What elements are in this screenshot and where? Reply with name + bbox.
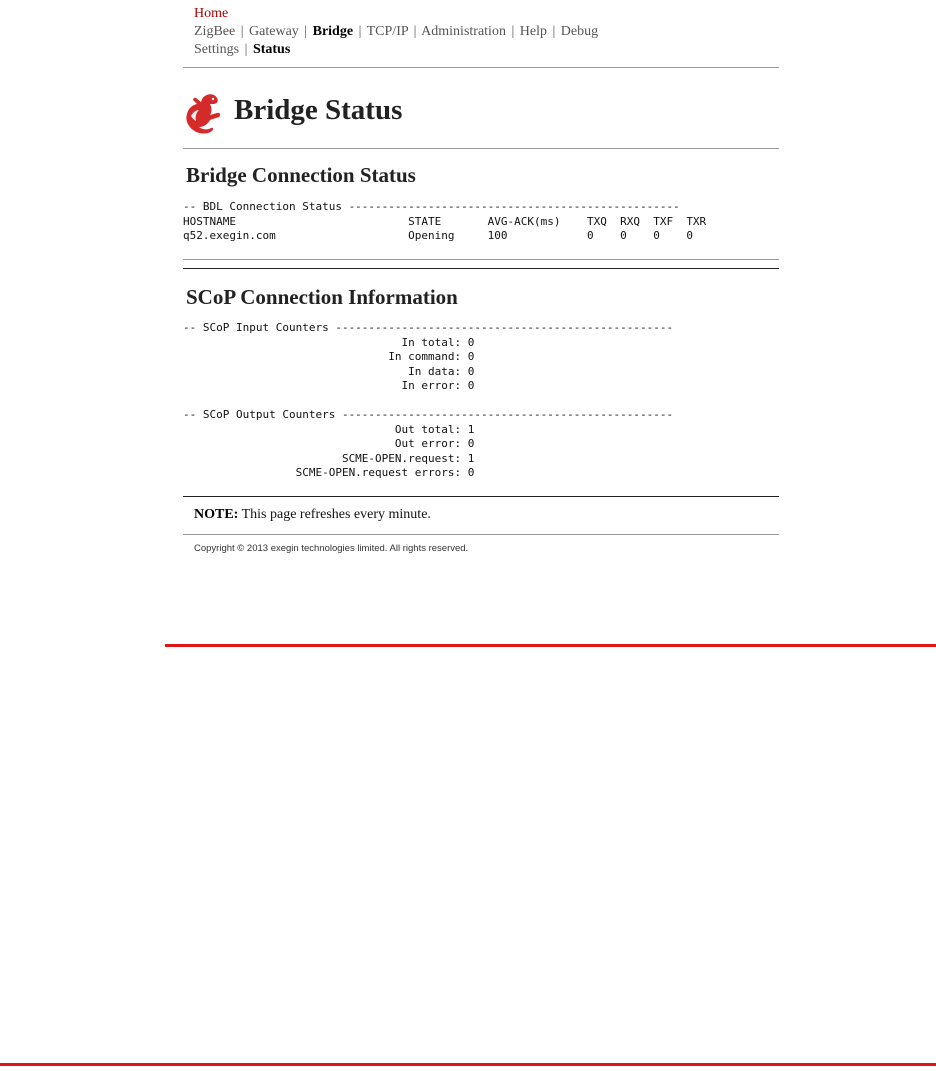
nav-link-settings[interactable]: Settings xyxy=(194,42,240,57)
scop-out-error: Out error: 0 xyxy=(183,437,475,450)
scop-input-header: -- SCoP Input Counters --------------------------------------------------- xyxy=(183,321,674,334)
note-text: This page refreshes every minute. xyxy=(238,507,431,522)
nav-home-link[interactable]: Home xyxy=(194,6,229,21)
nav-primary-row xyxy=(194,23,598,41)
bridge-connection-heading: Bridge Connection Status xyxy=(186,163,416,187)
top-navigation xyxy=(194,5,598,59)
scop-in-total: In total: 0 xyxy=(183,335,475,349)
red-overlay-line xyxy=(165,644,936,647)
divider xyxy=(183,148,779,149)
nav-separator: | xyxy=(413,24,417,39)
nav-separator: | xyxy=(304,24,308,39)
scop-out-total: Out total: 1 xyxy=(183,422,475,436)
copyright-footer: Copyright © 2013 exegin technologies limited. All rights reserved. xyxy=(194,543,469,554)
nav-separator: | xyxy=(511,24,515,39)
nav-link-gateway[interactable]: Gateway xyxy=(249,24,299,39)
scop-in-error: In error: 0 xyxy=(183,379,475,392)
scop-output-header: -- SCoP Output Counters -------------------------------------------------- xyxy=(183,408,674,421)
nav-secondary-row xyxy=(194,41,598,59)
page-header xyxy=(183,92,779,138)
nav-link-administration[interactable]: Administration xyxy=(421,24,506,39)
nav-link-help[interactable]: Help xyxy=(519,24,547,39)
divider xyxy=(183,268,779,269)
nav-separator: | xyxy=(358,24,362,39)
red-lizard-logo-icon xyxy=(183,92,223,136)
bdl-column-headers: HOSTNAME STATE AVG-ACK(ms) TXQ RXQ TXF TXR xyxy=(183,214,707,228)
bdl-connection-row: q52.exegin.com Opening 100 0 0 0 0 xyxy=(183,229,693,242)
scop-scme-open-request: SCME-OPEN.request: 1 xyxy=(183,451,475,465)
nav-link-bridge[interactable]: Bridge xyxy=(312,24,354,39)
red-overlay-line xyxy=(0,1063,936,1066)
scop-connection-heading: SCoP Connection Information xyxy=(186,285,458,309)
nav-separator: | xyxy=(240,24,244,39)
divider xyxy=(183,534,779,535)
nav-separator: | xyxy=(552,24,556,39)
nav-link-zigbee[interactable]: ZigBee xyxy=(194,24,236,39)
divider xyxy=(183,67,779,68)
nav-link-tcpip[interactable]: TCP/IP xyxy=(366,24,409,39)
bdl-connection-status-block xyxy=(183,200,706,244)
scop-scme-open-request-errors: SCME-OPEN.request errors: 0 xyxy=(183,466,475,479)
scop-in-data: In data: 0 xyxy=(183,364,475,378)
nav-link-status[interactable]: Status xyxy=(252,42,291,57)
nav-link-debug[interactable]: Debug xyxy=(560,24,599,39)
divider xyxy=(183,259,779,260)
scop-in-command: In command: 0 xyxy=(183,350,475,363)
refresh-note xyxy=(194,507,431,523)
scop-counters-block xyxy=(183,321,673,481)
note-label: NOTE: xyxy=(194,507,239,522)
nav-separator: | xyxy=(244,42,248,57)
bdl-header-line: -- BDL Connection Status -------------------------------------------------- xyxy=(183,200,680,213)
page-title: Bridge Status xyxy=(234,94,403,126)
divider xyxy=(183,496,779,497)
